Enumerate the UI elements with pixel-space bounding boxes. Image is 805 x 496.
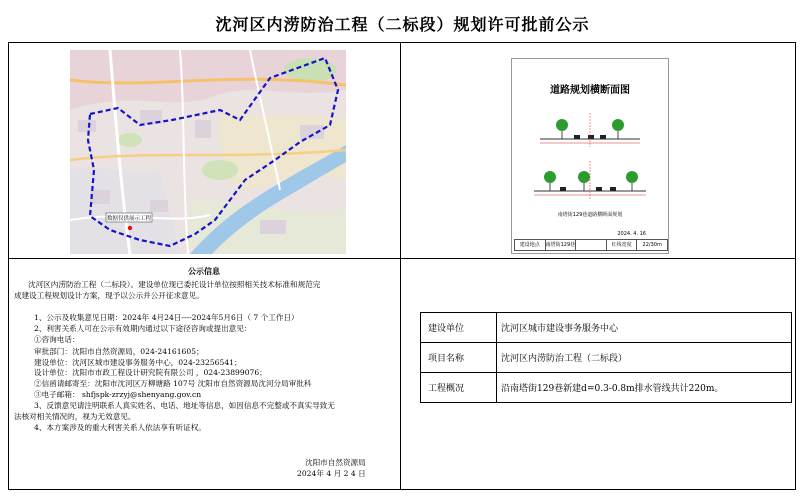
table-key: 项目名称: [421, 343, 497, 373]
notice-line: 设计单位：沈阳市市政工程设计研究院有限公司 ，024-23899076；: [34, 368, 267, 377]
signature-date: 2024年 4 月 2 4 日: [297, 469, 366, 478]
notice-line: 审批部门：沈阳市自然资源局，024-24161605；: [34, 347, 204, 356]
project-info-table: [420, 312, 792, 403]
notice-line: ②信函请邮寄至：沈阳市沈河区万柳塘路 107号 沈阳市自然资源局沈河分局审批科: [34, 379, 312, 388]
notice-heading: 公示信息: [188, 266, 220, 276]
table-row: [421, 343, 792, 373]
drawing-titleblock: [514, 239, 668, 251]
road-cross-section-drawing: [511, 58, 669, 254]
notice-line: 法核对相关情况的，视为无效意见。: [14, 412, 136, 421]
location-map-graphic: [70, 50, 346, 254]
table-value: 沈河区内涝防治工程（二标段）: [497, 343, 792, 373]
notice-line: 沈河区内涝防治工程（二标段）。建设单位现已委托设计单位按照相关技术标准和规范完: [28, 280, 321, 289]
drawing-title: 道路规划横断面图: [550, 85, 630, 96]
notice-line: ③电子邮箱： shfjspk-zrzyj@shenyang.gov.cn: [34, 390, 202, 399]
table-value: 沿南塔街129巷新建d=0.3-0.8m排水管线共计220m。: [497, 373, 792, 403]
notice-line: 建设单位：沈河区城市建设事务服务中心，024-23256541；: [34, 358, 242, 367]
notice-line: 成建设工程规划设计方案，现予以公示并公开征求意见。: [14, 291, 204, 300]
titleblock-cell: 南塔街129巷: [545, 242, 576, 248]
table-key: 工程概况: [421, 373, 497, 403]
titleblock-cell: 红线宽度: [607, 240, 638, 250]
table-key: 建设单位: [421, 313, 497, 343]
page-title: 沈河区内涝防治工程（二标段）规划许可批前公示: [215, 15, 590, 34]
notice-line: 1、公示及收集意见日期：2024年 4月24日----2024年5月6日（ 7 个工作日）: [34, 313, 299, 322]
titleblock-cell: [576, 240, 607, 250]
titleblock-cell: 建设地点: [515, 240, 546, 250]
frame-divider-vertical: [400, 42, 401, 490]
table-value: 沈河区城市建设事务服务中心: [497, 313, 792, 343]
notice-line: 4、本方案涉及的重大利害关系人依法享有听证权。: [34, 423, 206, 432]
notice-line: ①咨询电话：: [34, 335, 80, 344]
drawing-date: 2024. 4. 16: [617, 231, 646, 237]
frame-divider-horizontal: [8, 258, 796, 259]
titleblock-cell: 22/30m: [642, 242, 662, 248]
table-row: [421, 373, 792, 403]
signature-org: 沈阳市自然资源局: [305, 458, 366, 467]
location-map: [70, 50, 346, 254]
notice-line: 3、反馈意见请注明联系人真实姓名、电话、地址等信息，如因信息不完整或不真实导致无: [34, 401, 335, 410]
cross-section-graphic: [512, 99, 668, 219]
notice-line: 2、利害关系人可在公示有效期内通过以下途径咨询或提出意见：: [34, 324, 252, 333]
table-row: [421, 313, 792, 343]
map-label-box: 数据仅供展示工程: [106, 216, 152, 222]
drawing-caption: 南塔街129巷道路横断面规划: [557, 212, 623, 218]
